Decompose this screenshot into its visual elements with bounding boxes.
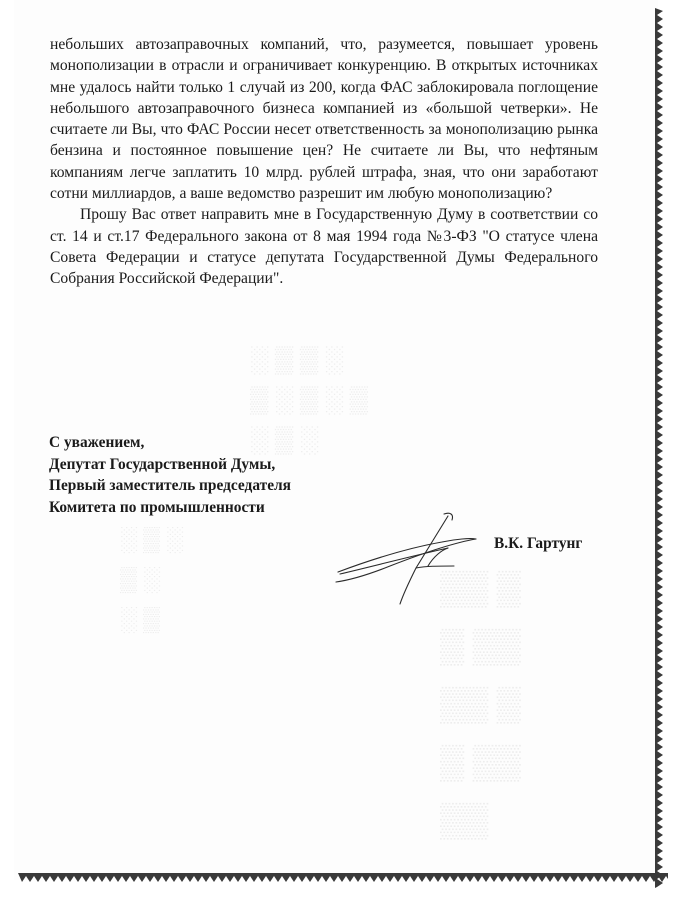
letter-body bbox=[50, 34, 598, 290]
bleed-through-text: ░ ▒ ░ ▒ ░ ░ ▒ bbox=[120, 527, 184, 633]
signer-name: В.К. Гартунг bbox=[494, 535, 583, 552]
closing-block bbox=[49, 432, 291, 518]
closing-committee: Комитета по промышленности bbox=[49, 498, 265, 516]
torn-edge-bottom bbox=[18, 873, 668, 887]
closing-position: Первый заместитель председателя bbox=[49, 477, 291, 494]
torn-edge-right bbox=[655, 8, 665, 888]
closing-position: Депутат Государственной Думы, bbox=[49, 455, 276, 473]
body-paragraph: небольших автозаправочных компаний, что, разумеется, повышает уровень монополизации в отрасли и ограничивает конкуренцию. В открытых источниках мне удалось найти только 1 случай из 200, когда ФАС заблокировала поглощение небольшого автозаправочного бизнеса компанией из «большой четверки». Не считаете ли Вы, что ФАС России несет ответственность за монополизацию рынка бензина и постоянное повышение цен? Не считаете ли Вы, что нефтяным компаниям легче заплатить 10 млрд. рублей штрафа, зная, что они заработают сотни миллиардов, а ваше ведомство разрешит им любую монополизацию? bbox=[50, 36, 598, 203]
body-paragraph: Прошу Вас ответ направить мне в Государственную Думу в соответствии со ст. 14 и ст.17 Федерального закона от 8 мая 1994 года №3-ФЗ "О статусе члена Совета Федерации и статусе депутата Государственной Думы Федерального Собрания Российской Федерации". bbox=[50, 206, 598, 288]
handwritten-signature bbox=[330, 508, 480, 608]
bleed-through-text: ▒▒ ▒ ▒ ▒▒ ▒▒ ▒ ▒ ▒▒ ▒▒ bbox=[440, 570, 521, 839]
bleed-through-text: ░ ▒ ▒ ░ ▒ ░ ▒ ░ ▒ ░ ▒ ░ bbox=[250, 345, 369, 454]
closing-salutation: С уважением, bbox=[49, 434, 145, 451]
